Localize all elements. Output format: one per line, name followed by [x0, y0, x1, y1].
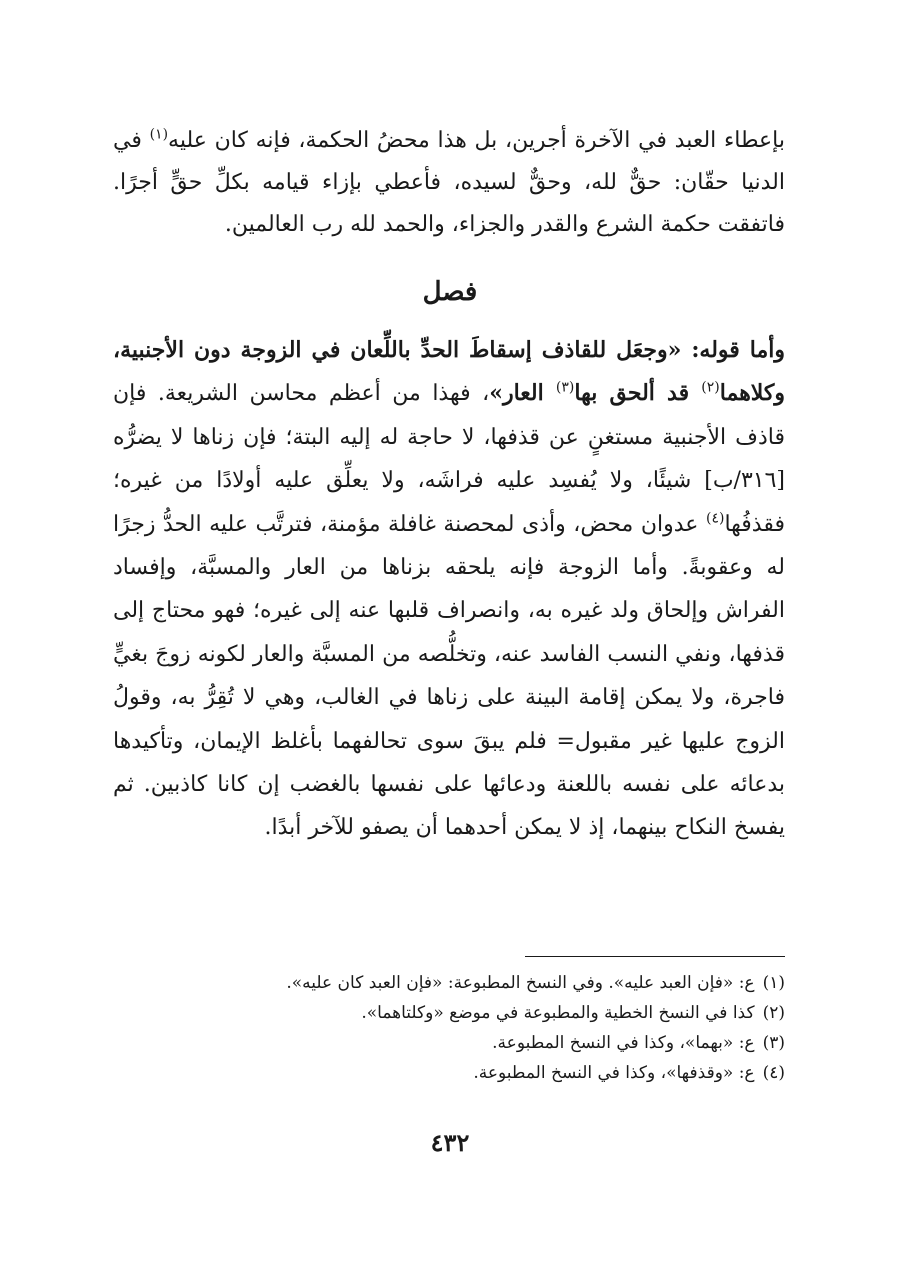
footnote-3	[113, 1028, 785, 1058]
body-lead: وأما قوله:	[681, 337, 785, 363]
intro-text-b: في الدنيا حقّان: حقٌّ لله، وحقٌّ لسيده، فأعطي بإزاء قيامه بكلِّ حقٍّ أجرًا. فاتفقت حكمة الشرع والقدر والجزاء، والحمد لله رب العالمين.	[113, 128, 785, 237]
intro-paragraph	[113, 120, 785, 246]
section-title: فصل	[422, 277, 478, 307]
footnote-text: ع: «بهما»، وكذا في النسخ المطبوعة.	[492, 1033, 755, 1053]
footnote-ref-3: (٣)	[555, 380, 575, 397]
footnote-number: (١)	[762, 973, 785, 993]
footnote-1	[113, 968, 785, 998]
footnote-number: (٣)	[762, 1033, 785, 1053]
footnote-number: (٤)	[762, 1063, 785, 1083]
footnote-text: ع: «فإن العبد عليه». وفي النسخ المطبوعة: «فإن العبد كان عليه».	[286, 973, 755, 993]
footnotes	[113, 968, 785, 1088]
body-text	[113, 329, 785, 850]
body-quote-b: قد ألحق بها	[574, 380, 702, 407]
footnote-2	[113, 998, 785, 1028]
body-quote-a: «وجعَل للقاذف إسقاطَ الحدِّ باللِّعان في الزوجة دون الأجنبية، وكلاهما	[113, 337, 786, 407]
footnote-number: (٢)	[762, 1003, 785, 1023]
footnote-ref-4: (٤)	[705, 510, 725, 527]
intro-text-a: بإعطاء العبد في الآخرة أجرين، بل هذا محضُ الحكمة، فإنه كان عليه	[168, 128, 786, 153]
footnote-divider	[525, 956, 785, 957]
footnote-text: كذا في النسخ الخطية والمطبوعة في موضع «وكلتاهما».	[361, 1003, 755, 1023]
body-text-b: عدوان محض، وأذى لمحصنة غافلة مؤمنة، فترتَّب عليه الحدُّ زجرًا له وعقوبةً. وأما الزوجة فإنه يلحقه بزناها من العار والمسبَّة، وإفساد الفراش وإلحاق ولد غيره به، وانصراف قلبها عنه إلى غيره؛ فهو محتاج إلى قذفها، ونفي النسب الفاسد عنه، وتخلُّصه من المسبَّة والعار لكونه زوجَ بغيٍّ فاجرة، ولا يمكن إقامة البينة على زناها في الغالب، وهي لا تُقِرُّ به، وقولُ الزوج عليها غير مقبول= فلم يبقَ سوى تحالفهما بأغلظ الإيمان، وتأكيدها بدعائه على نفسه باللعنة ودعائها على نفسها بالغضب إن كانا كاذبين. ثم يفسخ النكاح بينهما، إذ لا يمكن أحدهما أن يصفو للآخر أبدًا.	[113, 511, 785, 841]
intro-text	[113, 120, 785, 246]
footnote-4	[113, 1058, 785, 1088]
footnote-ref-2: (٢)	[701, 380, 720, 397]
body-quote-c: العار»	[489, 380, 556, 407]
body-text-a: ، فهذا من أعظم محاسن الشريعة. فإن قاذف الأجنبية مستغنٍ عن قذفها، لا حاجة له إليه البتة؛ فإن زناها لا يضرُّه [٣١٦/ب] شيئًا، ولا يُفسِد عليه فراشَه، ولا يعلِّق عليه أولادًا من غيره؛ فقذفُها	[113, 381, 785, 537]
page-number: ٤٣٢	[430, 1128, 470, 1157]
footnote-text: ع: «وقذفها»، وكذا في النسخ المطبوعة.	[473, 1063, 755, 1083]
body-paragraph	[113, 329, 785, 850]
footnote-ref-1: (١)	[149, 126, 169, 143]
